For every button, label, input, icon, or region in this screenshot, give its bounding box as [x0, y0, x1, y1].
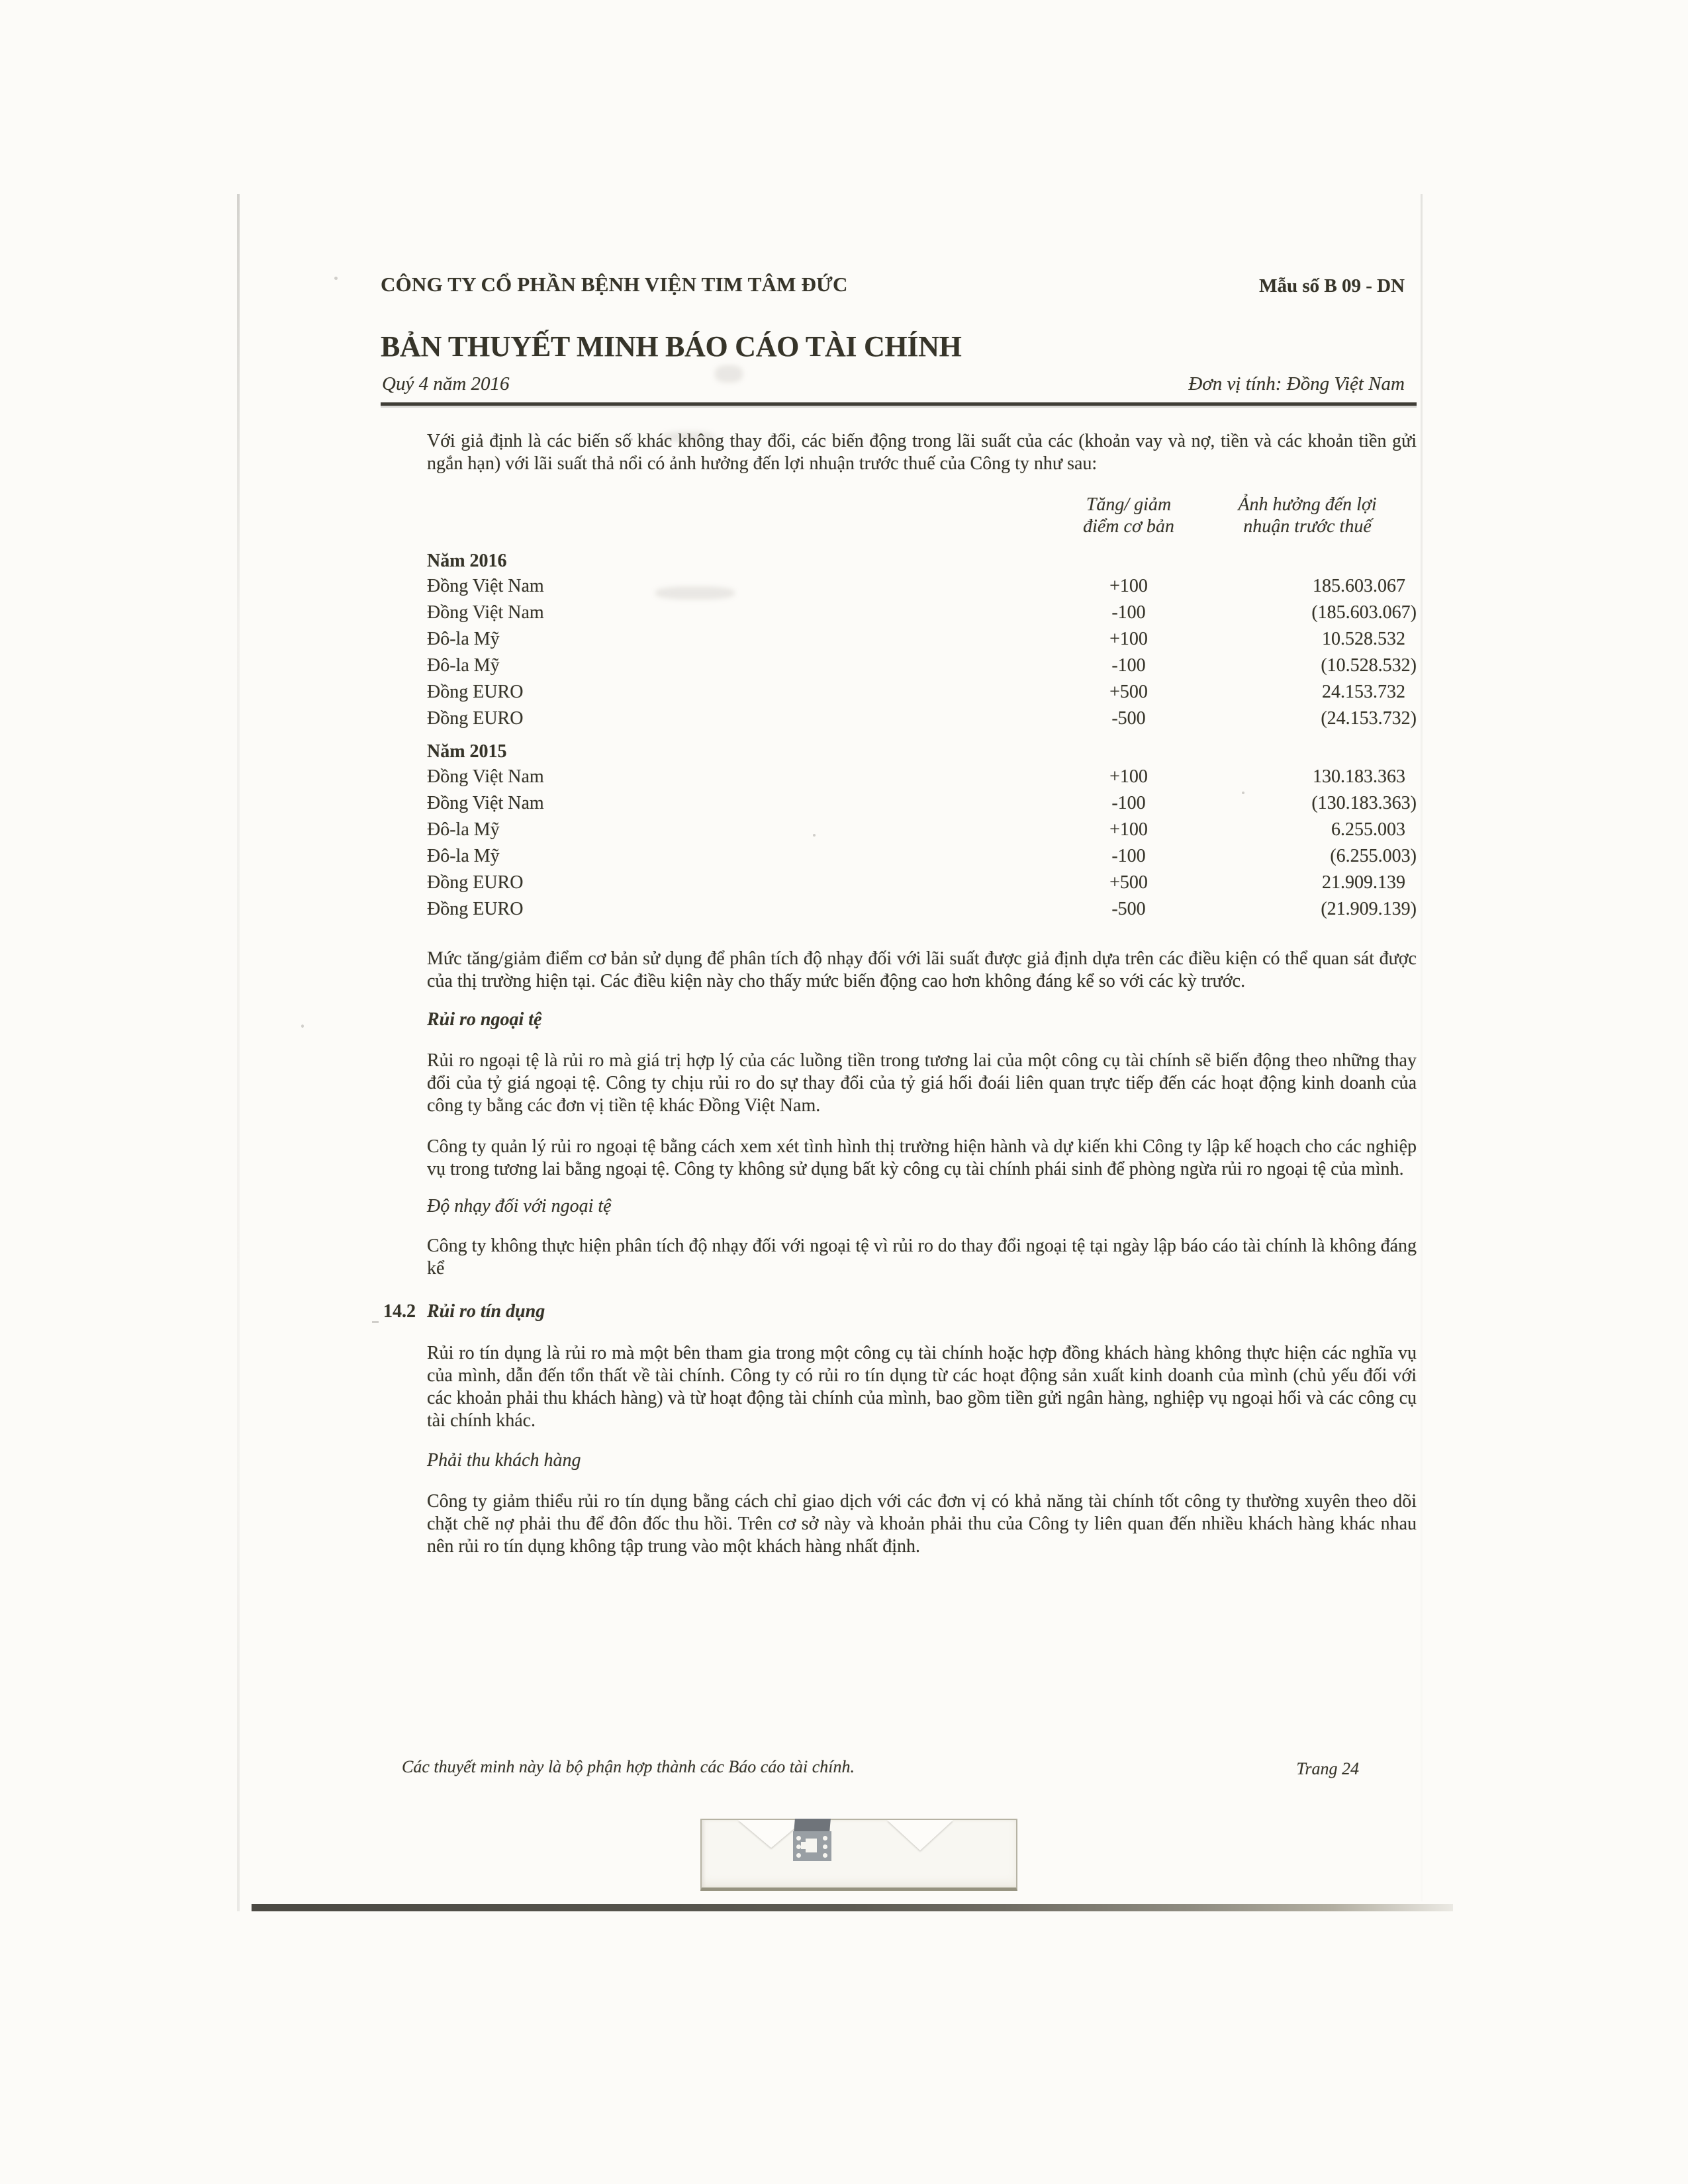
table-row [427, 573, 1417, 600]
currency-cell: Đồng Việt Nam [427, 766, 544, 787]
basis-points-cell: -100 [1111, 602, 1146, 623]
table-column-headers [427, 494, 1417, 541]
currency-cell: Đô-la Mỹ [427, 846, 500, 866]
currency-cell: Đồng Việt Nam [427, 793, 544, 813]
column-header-line: nhuận trước thuế [1243, 516, 1372, 537]
effect-cell: 10.528.532 [1322, 629, 1405, 649]
binder-clip-holes [796, 1836, 801, 1841]
credit-risk-paragraph: Rủi ro tín dụng là rủi ro mà một bên tham gia trong một công cụ tài chính hoặc hợp đồng khách hàng không thực hiện các nghĩa vụ của mình, dẫn đến tổn thất về tài chính. Công ty có rủi ro tín dụng từ các hoạt động sản xuất kinh doanh của mình (chủ yếu đối với các khoản phải thu khách hàng) và từ hoạt động tài chính của mình, bao gồm tiền gửi ngân hàng, nghiệp vụ ngoại hối và các công cụ tài chính khác. [427, 1343, 1417, 1431]
receivables-paragraph: Công ty giảm thiểu rủi ro tín dụng bằng cách chỉ giao dịch với các đơn vị có khả năng tài chính tốt công ty thường xuyên theo dõi chặt chẽ nợ phải thu để đôn đốc thu hồi. Trên cơ sở này và khoản phải thu của Công ty liên quan đến nhiều khách hàng khác nhau nên rủi ro tín dụng không tập trung vào một khách hàng nhất định. [427, 1491, 1417, 1557]
section-number: 14.2 [383, 1301, 416, 1322]
currency-cell: Đồng EURO [427, 708, 524, 729]
table-row [427, 843, 1417, 870]
effect-cell: 24.153.732 [1322, 682, 1405, 702]
basis-points-cell: +500 [1109, 872, 1148, 893]
currency-cell: Đồng EURO [427, 682, 524, 702]
basis-points-cell: -100 [1111, 655, 1146, 676]
table-row [427, 896, 1417, 923]
basis-points-column-header [1056, 494, 1201, 537]
effect-cell: 21.909.139 [1322, 872, 1405, 893]
basis-points-cell: -100 [1111, 793, 1146, 813]
effect-column-header [1198, 494, 1417, 537]
basis-points-cell: +100 [1109, 819, 1148, 840]
currency-cell: Đô-la Mỹ [427, 629, 500, 649]
scan-speck [813, 834, 816, 837]
column-header-line: Tăng/ giảm [1086, 494, 1172, 515]
scan-smudge [715, 365, 743, 383]
currency-cell: Đồng EURO [427, 899, 524, 919]
column-header-line: điểm cơ bản [1083, 516, 1174, 537]
basis-note-paragraph: Mức tăng/giảm điểm cơ bản sử dụng để phân tích độ nhạy đối với lãi suất được giả định dựa trên các điều kiện có thể quan sát được của thị trường hiện tại. Các điều kiện này cho thấy mức biến động cao hơn không đáng kể so với các kỳ trước. [427, 948, 1417, 991]
document-body [383, 430, 1417, 1558]
basis-points-cell: +100 [1109, 766, 1148, 787]
effect-cell: (21.909.139) [1321, 899, 1417, 919]
fx-sensitivity-paragraph: Công ty không thực hiện phân tích độ nhạy đối với ngoại tệ vì rủi ro do thay đổi ngoại tệ tại ngày lập báo cáo tài chính là không đáng kể [427, 1236, 1417, 1279]
basis-points-cell: +500 [1109, 682, 1148, 702]
column-header-line: Ảnh hưởng đến lợi [1238, 494, 1377, 515]
basis-points-cell: +100 [1109, 576, 1148, 596]
currency-unit-label: Đơn vị tính: Đồng Việt Nam [1188, 373, 1405, 394]
scan-bottom-bar [252, 1904, 1453, 1911]
table-row [427, 653, 1417, 679]
table-row [427, 764, 1417, 790]
form-number: Mẫu số B 09 - DN [1259, 275, 1405, 296]
folded-paper-corner [887, 1820, 953, 1850]
year-group-label: Năm 2016 [427, 551, 507, 571]
scan-speck [630, 438, 633, 441]
table-row [427, 790, 1417, 817]
heading-fx-sensitivity: Độ nhạy đối với ngoại tệ [427, 1196, 612, 1216]
page-title: BẢN THUYẾT MINH BÁO CÁO TÀI CHÍNH [381, 330, 962, 363]
section-heading-credit-risk [383, 1300, 1417, 1324]
effect-cell: (24.153.732) [1321, 708, 1417, 729]
report-period: Quý 4 năm 2016 [382, 373, 510, 394]
scan-speck [372, 1321, 379, 1323]
heading-receivables: Phải thu khách hàng [427, 1450, 581, 1471]
effect-cell: (130.183.363) [1311, 793, 1417, 813]
scan-smudge [655, 586, 735, 600]
fx-risk-paragraph-1: Rủi ro ngoại tệ là rủi ro mà giá trị hợp lý của các luồng tiền trong tương lai của một công cụ tài chính sẽ biến động theo những thay đổi của tỷ giá ngoại tệ. Công ty chịu rủi ro do sự thay đổi của tỷ giá hối đoái liên quan trực tiếp đến các hoạt động kinh doanh của công ty bằng các đơn vị tiền tệ khác Đồng Việt Nam. [427, 1050, 1417, 1116]
basis-points-cell: -500 [1111, 708, 1146, 729]
effect-cell: 6.255.003 [1331, 819, 1405, 840]
table-row [427, 817, 1417, 843]
table-row [427, 679, 1417, 705]
currency-cell: Đồng Việt Nam [427, 602, 544, 623]
currency-cell: Đô-la Mỹ [427, 819, 500, 840]
company-name: CÔNG TY CỔ PHẦN BỆNH VIỆN TIM TÂM ĐỨC [381, 273, 848, 296]
binder-clip-notch [806, 1839, 817, 1852]
currency-cell: Đô-la Mỹ [427, 655, 500, 676]
page-number: Trang 24 [1296, 1759, 1359, 1778]
currency-cell: Đồng EURO [427, 872, 524, 893]
binder-clip [793, 1819, 831, 1861]
basis-points-cell: -500 [1111, 899, 1146, 919]
table-row [427, 870, 1417, 896]
year-group-label: Năm 2015 [427, 741, 507, 762]
effect-cell: (185.603.067) [1311, 602, 1417, 623]
effect-cell: (10.528.532) [1321, 655, 1417, 676]
section-title: Rủi ro tín dụng [427, 1301, 545, 1322]
effect-cell: (6.255.003) [1330, 846, 1417, 866]
scan-page-left-edge [237, 194, 240, 1911]
intro-paragraph: Với giả định là các biến số khác không thay đổi, các biến động trong lãi suất của các (khoản vay và nợ, tiền và các khoản tiền gửi ngắn hạn) với lãi suất thả nổi có ảnh hưởng đến lợi nhuận trước thuế của Công ty như sau: [427, 431, 1417, 474]
footer-note: Các thuyết minh này là bộ phận hợp thành các Báo cáo tài chính. [402, 1757, 855, 1776]
effect-cell: 185.603.067 [1313, 576, 1405, 596]
scan-artifact-tray [700, 1819, 1017, 1891]
table-row [427, 626, 1417, 653]
table-row [427, 600, 1417, 626]
scan-page-right-edge [1421, 194, 1423, 1901]
header-divider [381, 402, 1417, 406]
scan-speck [1242, 792, 1244, 794]
scan-speck [301, 1024, 304, 1028]
basis-points-cell: -100 [1111, 846, 1146, 866]
basis-points-cell: +100 [1109, 629, 1148, 649]
binder-clip-handle [794, 1819, 831, 1833]
heading-fx-risk: Rủi ro ngoại tệ [427, 1009, 542, 1030]
currency-cell: Đồng Việt Nam [427, 576, 544, 596]
scan-smudge [662, 432, 715, 442]
fx-risk-paragraph-2: Công ty quản lý rủi ro ngoại tệ bằng cách xem xét tình hình thị trường hiện hành và dự kiến khi Công ty lập kế hoạch cho các nghiệp vụ trong tương lai bằng ngoại tệ. Công ty không sử dụng bất kỳ công cụ tài chính phái sinh để phòng ngừa rủi ro ngoại tệ của mình. [427, 1136, 1417, 1179]
table-row [427, 705, 1417, 732]
scan-speck [334, 277, 338, 280]
effect-cell: 130.183.363 [1313, 766, 1405, 787]
